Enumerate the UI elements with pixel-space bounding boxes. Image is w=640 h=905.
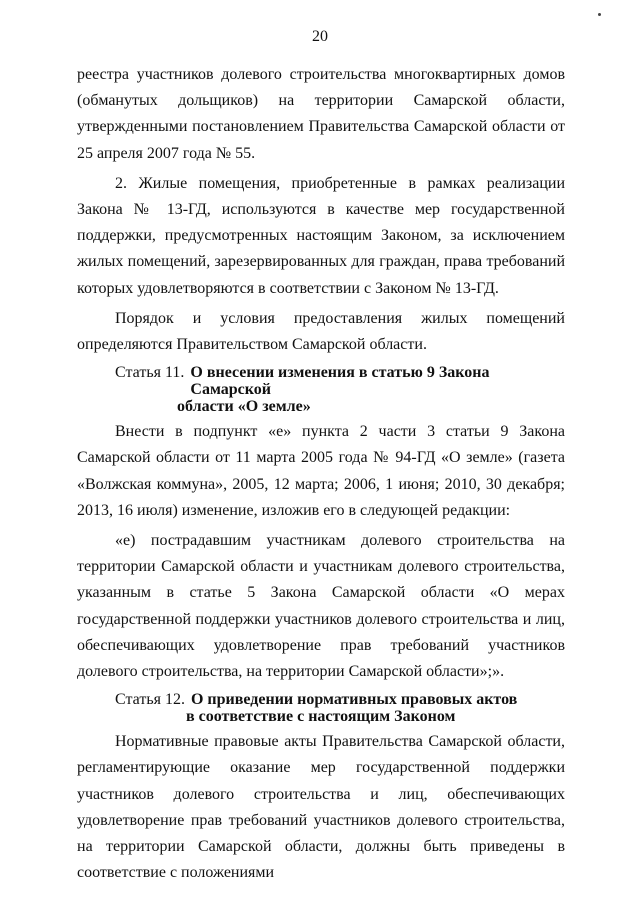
article-12-heading [77,691,565,725]
article-11-text-2: «е) пострадавшим участникам долевого строительства на территории Самарской области и участникам долевого строительства, указанным в статье 5 Закона Самарской области «О мерах государственной поддержки участников долевого строительства и лиц, обеспечивающих удовлетворение прав требований участников долевого строительства, на территории Самарской области»;». [77,532,565,681]
article-12-title-line1: О приведении нормативных правовых актов [190,691,518,709]
article-11-label: Статья 11. [115,364,185,382]
document-body [77,62,565,886]
article-11-title-line2: области «О земле» [177,398,311,416]
article-12-title-line2: в соответствие с настоящим Законом [186,708,456,726]
scan-speck [598,13,601,16]
article-12-label: Статья 12. [115,691,185,709]
page-number: 20 [312,28,328,45]
article-11-title-line1: О внесении изменения в статью 9 Закона Самарской [190,364,490,399]
article-12-text-1: Нормативные правовые акты Правительства Самарской области, регламентирующие оказание мер государственной поддержки участников долевого строительства и лиц, обеспечивающих удовлетворение прав требований участников долевого строительства, на территории Самарской области, должны быть приведены в соответствие с положениями [77,733,565,882]
paragraph-2: 2. Жилые помещения, приобретенные в рамках реализации Закона № 13-ГД, используются в качестве мер государственной поддержки, предусмотренных настоящим Законом, за исключением жилых помещений, зарезервированных для граждан, права требований которых удовлетворяются в соответствии с Законом № 13-ГД. [77,174,565,297]
article-11-text-1: Внести в подпункт «е» пункта 2 части 3 статьи 9 Закона Самарской области от 11 марта 2005 года № 94-ГД «О земле» (газета «Волжская коммуна», 2005, 12 марта; 2006, 1 июня; 2010, 30 декабря; 2013, 16 июля) изменение, изложив его в следующей редакции: [77,423,565,519]
article-11-heading [77,364,565,415]
paragraph-3: Порядок и условия предоставления жилых помещений определяются Правительством Самарской области. [77,309,565,354]
paragraph-1: реестра участников долевого строительства многоквартирных домов (обманутых дольщиков) на территории Самарской области, утвержденными постановлением Правительства Самарской области от 25 апреля 2007 года № 55. [77,66,565,162]
